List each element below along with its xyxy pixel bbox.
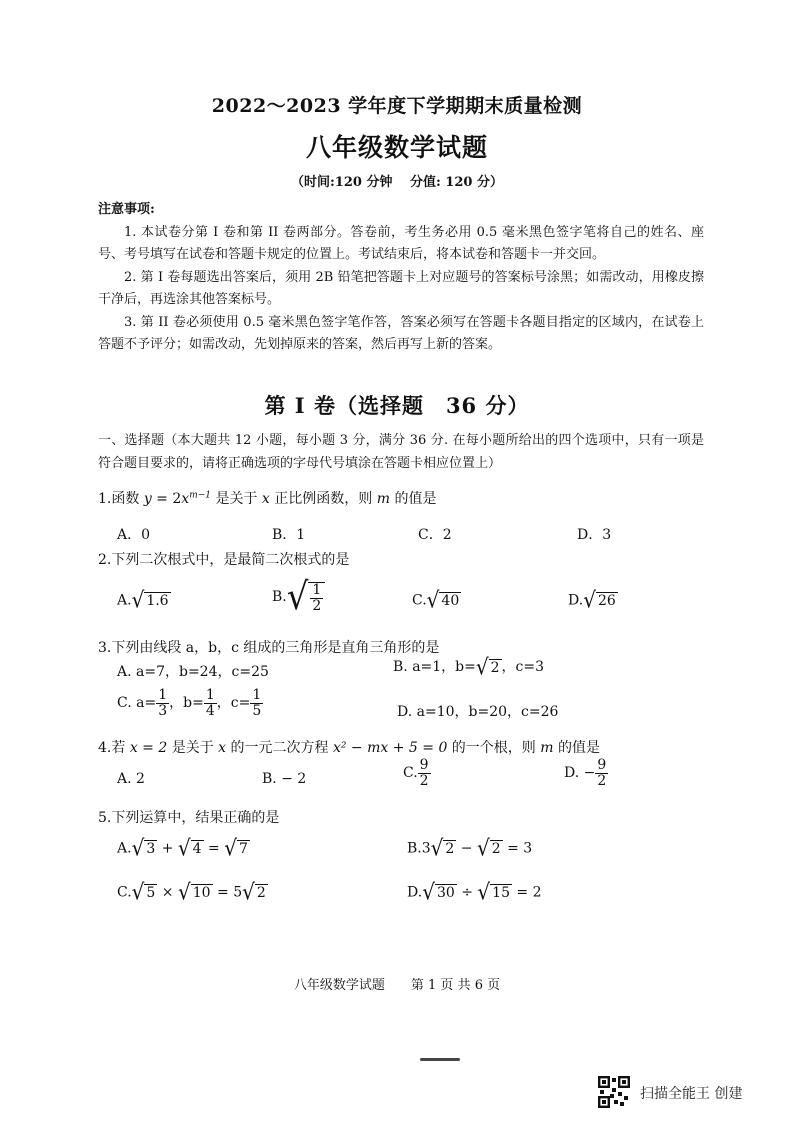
question-4-option-b: B. − 2	[262, 771, 307, 787]
question-4-option-a: A. 2	[117, 771, 145, 787]
scanner-watermark: 扫描全能王 创建	[640, 1086, 743, 1102]
sqrt-symbol: √ 2	[475, 653, 500, 680]
qr-code-icon	[598, 1076, 630, 1108]
section-instruction: 一、选择题（本大题共 12 小题，每小题 3 分，满分 36 分. 在每小题所给出的四个选项中，只有一项是符合题目要求的，请将正确选项的字母代号填涂在答题卡相应位置上）	[98, 433, 704, 471]
sqrt-symbol: √ 30	[422, 878, 455, 906]
question-5-option-a: A. √ 3 + √ 4 = √ 7	[117, 834, 248, 862]
sqrt-symbol: √ 15	[477, 878, 510, 906]
question-4-stem: 4.若 x = 2 是关于 x 的一元二次方程 x² − mx + 5 = 0 的一个根，则 m 的值是	[98, 740, 600, 756]
note-item: 1. 本试卷分第 I 卷和第 II 卷两部分。答卷前，考生务必用 0.5 毫米黑色签字笔将自己的姓名、座号、考号填写在试卷和答题卡规定的位置上。考试结束后，将本试卷和答题卡一并交回。	[98, 224, 704, 262]
sqrt-symbol: √ $\frac{1}{2}$	[287, 580, 326, 614]
sqrt-symbol: √ 3	[131, 834, 156, 862]
question-3-option-b: B. a=1，b= √ 2 ，c=3	[393, 653, 545, 680]
sqrt-symbol: √ 10	[177, 878, 211, 906]
note-item: 2. 第 I 卷每题选出答案后，须用 2B 铅笔把答题卡上对应题号的答案标号涂黑；如需改动，用橡皮擦干净后，再选涂其他答案标号。	[98, 269, 704, 307]
sqrt-symbol: √ 7	[224, 834, 248, 862]
question-2-option-d: D. √ 26	[568, 586, 616, 614]
sqrt-symbol: √ 1.6	[131, 586, 169, 614]
question-2-stem: 2.下列二次根式中，是最简二次根式的是	[98, 552, 350, 568]
sqrt-symbol: √ 5	[131, 878, 156, 906]
question-2-option-b: B. √ $\frac{1}{2}$	[272, 580, 325, 614]
section-title: 第 I 卷（选择题 36 分）	[264, 393, 530, 418]
time-score-info: （时间:120 分钟 分值: 120 分）	[291, 175, 503, 190]
question-3-stem: 3.下列由线段 a，b，c 组成的三角形是直角三角形的是	[98, 640, 440, 656]
question-1-option-a: A．0	[117, 527, 151, 543]
question-3-option-a: A. a=7，b=24，c=25	[117, 664, 269, 680]
exam-title-line1: 2022～2023 学年度下学期期末质量检测	[211, 95, 583, 117]
question-4-option-c: C. $\frac{9}{2}$	[403, 757, 429, 789]
exam-title-line2: 八年级数学试题	[305, 133, 488, 162]
question-2-option-c: C. √ 40	[412, 586, 460, 614]
page-footer: 八年级数学试题 第 1 页 共 6 页	[293, 978, 501, 993]
question-4-option-d: D. − $\frac{9}{2}$	[564, 757, 607, 789]
sqrt-symbol: √ 2	[242, 878, 266, 906]
question-3-option-c: C. a= $\frac{1}{3}$ ，b= $\frac{1}{4}$ ，c= $\frac{1}{5}$	[117, 687, 262, 719]
note-item: 3. 第 II 卷必须使用 0.5 毫米黑色签字笔作答，答案必须写在答题卡各题目指定的区域内，在试卷上答题不予评分；如需改动，先划掉原来的答案，然后再写上新的答案。	[98, 314, 704, 352]
question-5-option-d: D. √ 30 ÷ √ 15 = 2	[407, 878, 542, 906]
question-1-option-b: B．1	[272, 527, 306, 543]
question-2-option-a: A. √ 1.6	[117, 586, 169, 614]
sqrt-symbol: √ 2	[476, 834, 501, 862]
sqrt-symbol: √ 40	[426, 586, 460, 614]
question-5-option-b: B.3 √ 2 − √ 2 = 3	[407, 834, 533, 862]
sqrt-symbol: √ 2	[430, 834, 455, 862]
sqrt-symbol: √ 26	[583, 586, 616, 614]
question-5-stem: 5.下列运算中，结果正确的是	[98, 810, 280, 826]
question-1-option-d: D．3	[577, 527, 612, 543]
notes-heading: 注意事项:	[98, 202, 155, 217]
sqrt-symbol: √ 4	[177, 834, 202, 862]
question-5-option-c: C. √ 5 × √ 10 = 5 √ 2	[117, 878, 266, 906]
question-1-stem: 1.函数 $y = 2x^{m-1}$ 是关于 x 正比例函数，则 m 的值是	[98, 490, 437, 507]
scan-mark	[420, 1058, 460, 1061]
question-1-option-c: C．2	[418, 527, 452, 543]
question-3-option-d: D. a=10，b=20，c=26	[397, 704, 559, 720]
notes-block	[98, 199, 704, 357]
